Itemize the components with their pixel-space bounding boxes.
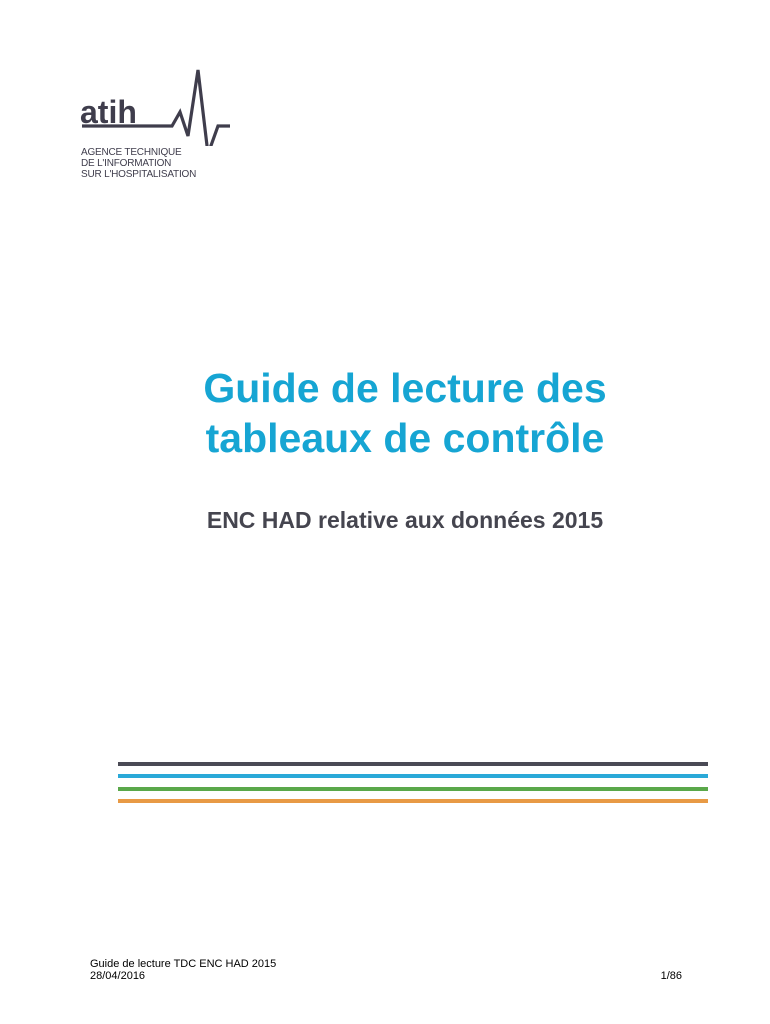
logo-wordmark: atih [80,94,137,130]
atih-logo-mark [80,66,240,146]
decorative-stripe-dark [118,762,708,766]
logo-tagline-line: DE L'INFORMATION [81,158,172,169]
footer-page-number: 1/86 [660,970,682,982]
footer-date: 28/04/2016 [90,970,146,982]
footer-document-name: Guide de lecture TDC ENC HAD 2015 [90,958,277,970]
logo-tagline-line: AGENCE TECHNIQUE [81,147,182,158]
atih-logo [80,66,240,186]
decorative-stripe-green [118,787,708,791]
logo-tagline-line: SUR L'HOSPITALISATION [81,169,197,180]
decorative-stripe-orange [118,799,708,803]
document-title-line: tableaux de contrôle [205,415,605,461]
document-title-line: Guide de lecture des [203,365,607,411]
decorative-stripe-blue [118,774,708,778]
footer-info [90,958,276,982]
document-subtitle: ENC HAD relative aux données 2015 [206,507,604,533]
logo-tagline [81,147,196,180]
document-title [100,363,710,463]
